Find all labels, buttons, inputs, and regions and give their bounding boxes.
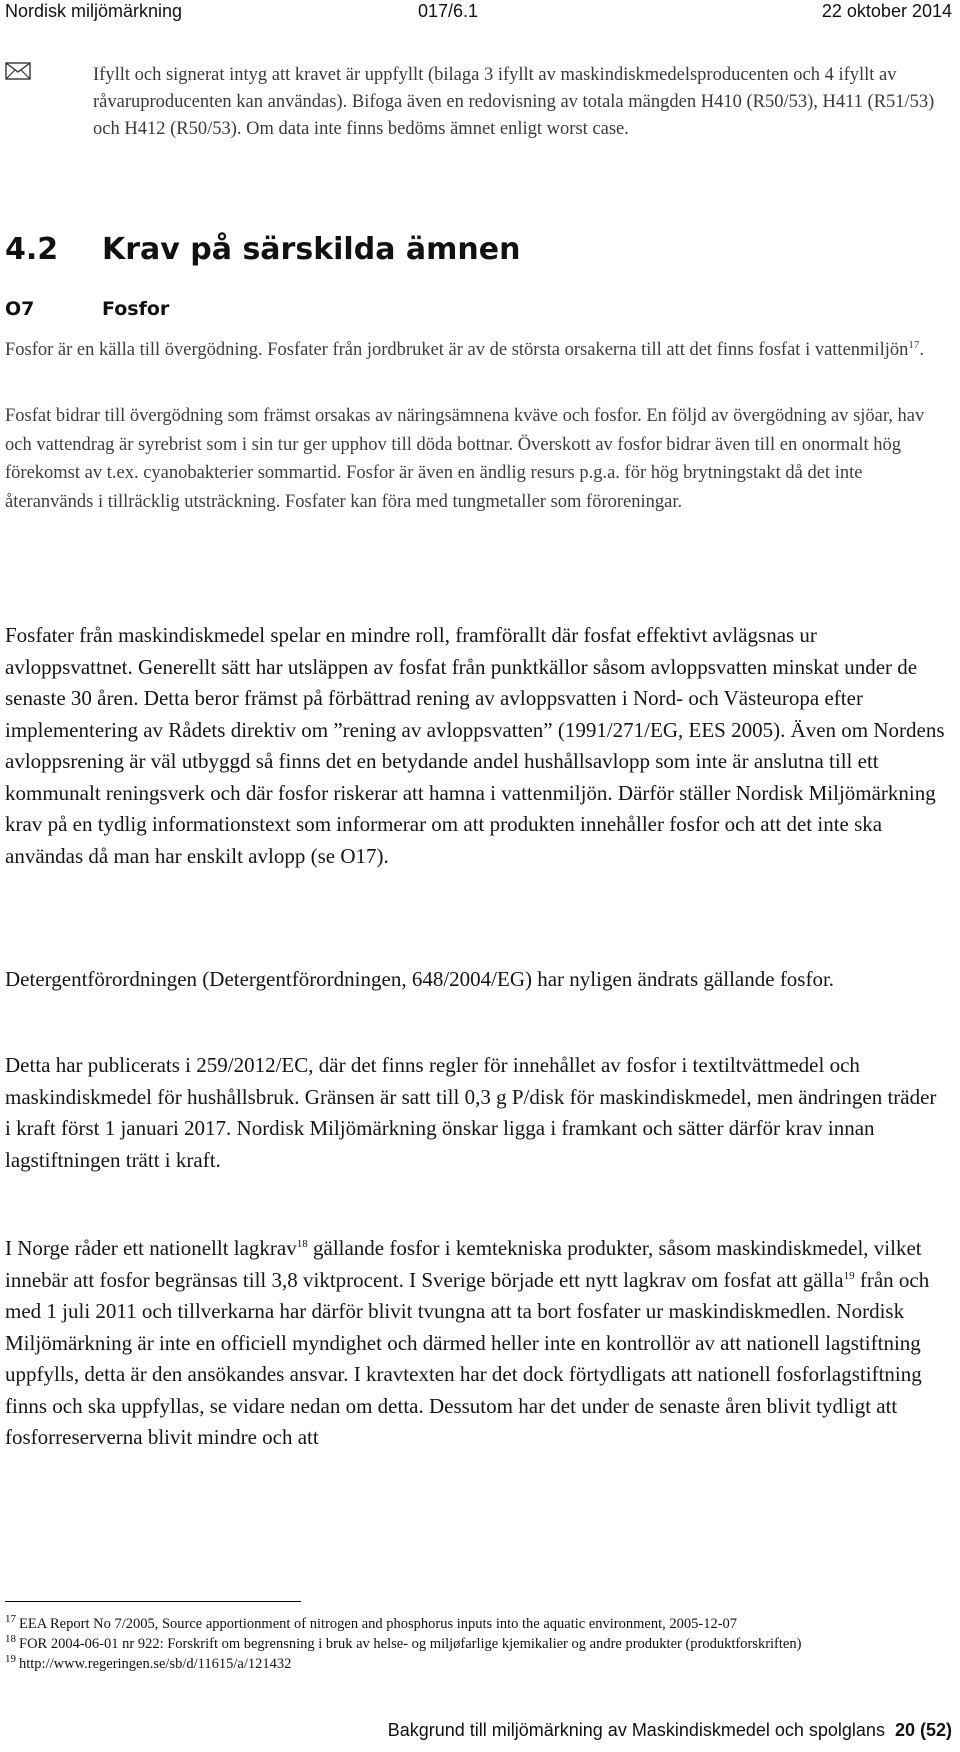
page-number: 20 (52) <box>894 1720 952 1740</box>
footer-title: Bakgrund till miljömärkning av Maskindiskmedel och spolglans <box>387 1720 885 1740</box>
footnote-19: $^{19}$ http://www.regeringen.se/sb/d/11615/a/121432 <box>5 1653 292 1672</box>
paragraph-3-text: Fosfater från maskindiskmedel spelar en mindre roll, framförallt där fosfat effektivt avlägsnas ur avloppsvattnet. Generellt sätt har utsläppen av fosfat från punktkällor såsom avloppsvatten minskat under de senaste 30 åren. Detta beror främst på förbättrad rening av avloppsvatten i Nord- och Västeuropa efter implementering av Rådets direktiv om ”rening av avloppsvatten” (1991/271/EG, EES 2005). Även om Nordens avloppsrening är väl utbyggd så finns det en betydande andel hushållsavlopp som inte är anslutna till ett kommunalt reningsverk och där fosfor riskerar att hamna i vattenmiljön. Därför ställer Nordisk Miljömärkning krav på en tydlig informationstext som informerar om att produkten innehåller fosfor och att det inte ska användas då man har enskilt avlopp (se O17). <box>5 623 945 868</box>
verification-text: Ifyllt och signerat intyg att kravet är uppfyllt (bilaga 3 ifyllt av maskindiskmedelsproducenten och 4 ifyllt av råvaruproducenten kan användas). Bifoga även en redovisning av totala mängden H410 (R50/53), H411 (R51/53) och H412 (R50/53). Om data inte finns bedöms ämnet enligt worst case. <box>93 65 935 139</box>
footnote-18: $^{18}$ FOR 2004-06-01 nr 922: Forskrift om begrensning i bruk av helse- og miljøfarlige kjemikalier og andre produkter (produktforskriften) <box>5 1633 802 1652</box>
paragraph-6 <box>5 1233 945 1454</box>
header-document-id: 017/6.1 <box>418 1 479 21</box>
footnote-ref-18[interactable]: 18 <box>296 1238 308 1250</box>
footnote-17: $^{17}$ EEA Report No 7/2005, Source apportionment of nitrogen and phosphorus inputs into the aquatic environment, 2005-12-07 <box>5 1613 738 1632</box>
paragraph-1-text: Fosfor är en källa till övergödning. Fosfater från jordbruket är av de största orsakerna till att det finns fosfat i vattenmiljön <box>5 340 909 360</box>
footnote-divider <box>5 1601 301 1602</box>
header-organization: Nordisk miljömärkning <box>5 1 183 21</box>
section-title: Krav på särskilda ämnen <box>102 232 521 267</box>
header-date: 22 oktober 2014 <box>821 1 952 21</box>
footnote-19-link[interactable]: http://www.regeringen.se/sb/d/11615/a/121432 <box>19 1656 292 1672</box>
requirement-id: O7 <box>5 298 35 320</box>
paragraph-2 <box>5 402 945 516</box>
paragraph-2-text: Fosfat bidrar till övergödning som främst orsakas av näringsämnena kväve och fosfor. En följd av övergödning av sjöar, hav och vattendrag är syrebrist som i sin tur ger upphov till döda bottnar. Överskott av fosfor bidrar även till en onormalt hög förekomst av t.ex. cyanobakterier sommartid. Fosfor är även en ändlig resurs p.g.a. för hög brytningstakt då det inte återanvänds i tillräcklig utsträckning. Fosfater kan föra med tungmetaller som föroreningar. <box>5 406 925 512</box>
paragraph-6-text-c: från och med 1 juli 2011 och tillverkarna har därför blivit tvungna att ta bort fosfater ur maskindiskmedlen. Nordisk Miljömärkning är inte en officiell myndighet och därmed heller inte en kontrollör av att nationell lagstiftning uppfylls, detta är den ansökandes ansvar. I kravtexten har det dock förtydligats att nationell fosforlagstiftning finns och ska uppfyllas, se vidare nedan om detta. Dessutom har det under de senaste åren blivit tydligt att fosforreserverna blivit mindre och att <box>5 1267 930 1449</box>
paragraph-5-text: Detta har publicerats i 259/2012/EC, där det finns regler för innehållet av fosfor i textiltvättmedel och maskindiskmedel för hushållsbruk. Gränsen är satt till 0,3 g P/disk för maskindiskmedel, men ändringen träder i kraft först 1 januari 2017. Nordisk Miljömärkning önskar ligga i framkant och sätter därför krav innan lagstiftningen trätt i kraft. <box>5 1053 937 1172</box>
paragraph-3 <box>5 620 945 872</box>
requirement-title: Fosfor <box>102 298 170 320</box>
paragraph-5 <box>5 1050 945 1176</box>
paragraph-4 <box>5 964 945 996</box>
page-header <box>0 0 960 26</box>
footnotes <box>5 1614 950 1674</box>
paragraph-4-text: Detergentförordningen (Detergentförordningen, 648/2004/EG) har nyligen ändrats gällande fosfor. <box>5 967 835 991</box>
paragraph-6-text-b: gällande fosfor i kemtekniska produkter, såsom maskindiskmedel, vilket innebär att fosfor begränsas till 3,8 viktprocent. I Sverige började ett nytt lagkrav om fosfat att gälla <box>5 1236 922 1292</box>
envelope-icon[interactable] <box>5 62 31 80</box>
section-number: 4.2 <box>5 232 59 267</box>
page-footer <box>388 1720 952 1746</box>
paragraph-1 <box>5 336 945 365</box>
paragraph-6-text-a: I Norge råder ett nationellt lagkrav <box>5 1236 297 1260</box>
footnote-ref-17[interactable]: 17 <box>908 338 920 351</box>
footnote-ref-19[interactable]: 19 <box>843 1269 855 1282</box>
paragraph-1-end: . <box>919 340 924 360</box>
